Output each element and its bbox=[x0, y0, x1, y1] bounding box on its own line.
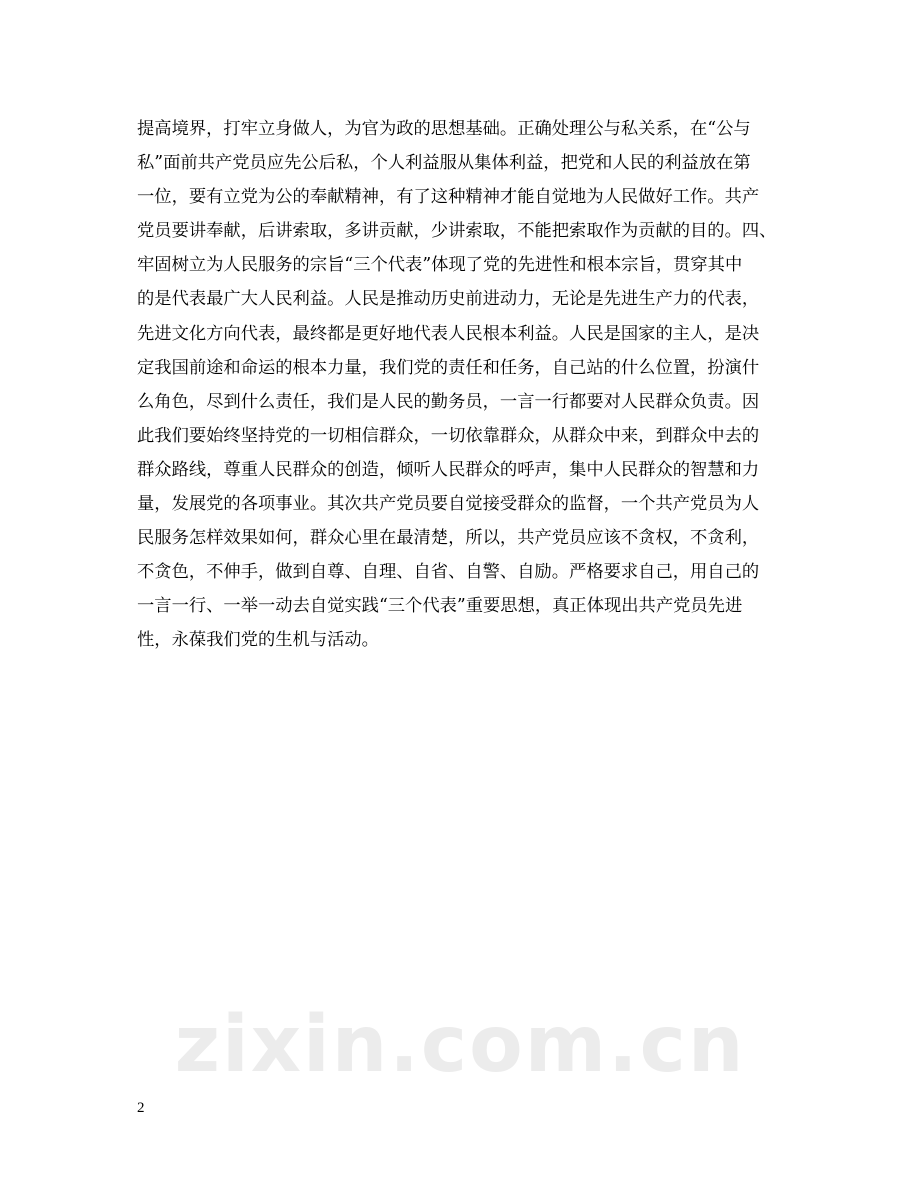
text-line-3: 一位，要有立党为公的奉献精神，有了这种精神才能自觉地为人民做好工作。共产 bbox=[137, 187, 760, 208]
text-line-1: 提高境界，打牢立身做人，为官为政的思想基础。正确处理公与私关系，在“公与 bbox=[137, 119, 751, 139]
body-text bbox=[137, 112, 785, 658]
text-line-16: 性，永葆我们党的生机与活动。 bbox=[137, 630, 379, 651]
text-line-2: 私”面前共产党员应先公后私，个人利益服从集体利益，把党和人民的利益放在第 bbox=[137, 153, 751, 174]
text-line-10: 此我们要始终坚持党的一切相信群众，一切依靠群众，从群众中来，到群众中去的 bbox=[137, 425, 760, 446]
text-line-11: 群众路线，尊重人民群众的创造，倾听人民群众的呼声，集中人民群众的智慧和力 bbox=[137, 459, 760, 480]
text-line-13: 民服务怎样效果如何，群众心里在最清楚，所以，共产党员应该不贪权，不贪利， bbox=[137, 528, 760, 549]
text-line-8: 定我国前途和命运的根本力量，我们党的责任和任务，自己站的什么位置，扮演什 bbox=[137, 357, 760, 378]
text-line-7: 先进文化方向代表，最终都是更好地代表人民根本利益。人民是国家的主人，是决 bbox=[137, 323, 760, 344]
text-line-12: 量，发展党的各项事业。其次共产党员要自觉接受群众的监督，一个共产党员为人 bbox=[137, 494, 760, 515]
watermark: zixin.com.cn bbox=[174, 1000, 746, 1090]
text-line-6: 的是代表最广大人民利益。人民是推动历史前进动力，无论是先进生产力的代表， bbox=[137, 289, 760, 310]
text-line-15: 一言一行、一举一动去自觉实践“三个代表”重要思想，真正体现出共产党员先进 bbox=[137, 596, 743, 617]
text-line-9: 么角色，尽到什么责任，我们是人民的勤务员，一言一行都要对人民群众负责。因 bbox=[137, 391, 760, 412]
page-number: 2 bbox=[137, 1100, 145, 1116]
text-line-14: 不贪色，不伸手，做到自尊、自理、自省、自警、自励。严格要求自己，用自己的 bbox=[137, 562, 760, 583]
text-line-4: 党员要讲奉献，后讲索取，多讲贡献，少讲索取，不能把索取作为贡献的目的。四、 bbox=[137, 221, 777, 242]
text-line-5: 牢固树立为人民服务的宗旨“三个代表”体现了党的先进性和根本宗旨，贯穿其中 bbox=[137, 255, 743, 276]
